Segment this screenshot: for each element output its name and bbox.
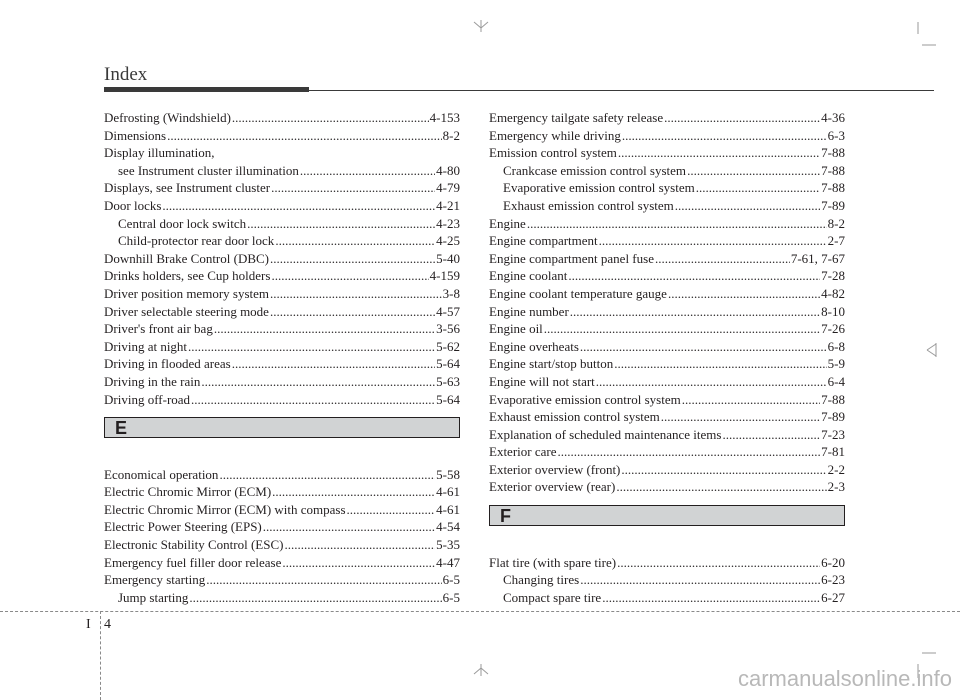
entry-page: 7-88 <box>821 145 845 161</box>
entry-label: Defrosting (Windshield) <box>104 110 231 125</box>
watermark: carmanualsonline.info <box>737 666 952 691</box>
entry-label: Emergency starting <box>104 572 206 588</box>
entry-label: Central door lock switch <box>118 215 247 231</box>
entry-label: Jump starting <box>118 589 189 605</box>
entry-page: 5-64 <box>436 391 460 407</box>
entry-page: 5-40 <box>436 250 460 266</box>
entry-label: Driver selectable steering mode <box>104 303 269 319</box>
entry-label: Driving at night <box>104 338 188 354</box>
footer-section-letter: I <box>86 617 91 632</box>
entry-label: Emergency fuel filler door release <box>104 554 282 570</box>
entry-page: 4-159 <box>429 268 460 284</box>
entry-page: 6-4 <box>827 373 845 389</box>
entry-page: 7-88 <box>821 180 845 196</box>
entry-page: 7-26 <box>821 321 845 337</box>
entry-label: Exhaust emission control system <box>503 197 674 213</box>
entry-page: 4-54 <box>436 519 460 535</box>
entry-label: Engine compartment panel fuse <box>489 250 654 266</box>
entry-page: 7-89 <box>821 197 845 213</box>
entry-label: Display illumination, <box>104 145 215 161</box>
entry-label: Displays, see Instrument cluster <box>104 180 271 196</box>
entry-page: 8-2 <box>442 127 460 143</box>
entry-page: 4-25 <box>436 233 460 249</box>
entry-label: Dimensions <box>104 127 167 143</box>
entry-page: 2-7 <box>827 233 845 249</box>
entry-label: Compact spare tire <box>503 589 602 605</box>
entry-page: 3-8 <box>442 285 460 301</box>
entry-page: 4-82 <box>821 285 845 301</box>
entry-label: Exterior care <box>489 444 557 460</box>
entry-label: Engine overheats <box>489 338 579 354</box>
entry-page: 4-21 <box>436 197 460 213</box>
entry-page: 5-64 <box>436 356 460 372</box>
entry-page: 5-9 <box>827 356 845 372</box>
entry-page: 6-8 <box>827 338 845 354</box>
entry-page: 8-10 <box>821 303 845 319</box>
entry-label: Evaporative emission control system <box>489 391 681 407</box>
page-title: Index <box>104 64 148 85</box>
entry-label: Evaporative emission control system <box>503 180 695 196</box>
entry-label: Door locks <box>104 197 162 213</box>
entry-label: Engine will not start <box>489 373 595 389</box>
crop-mark-top-center <box>474 20 488 32</box>
entry-label: Driving in the rain <box>104 373 201 389</box>
entry-label: Driver position memory system <box>104 285 270 301</box>
entry-page: 5-58 <box>436 466 460 482</box>
entry-page: 4-79 <box>436 180 460 196</box>
entry-page: 7-28 <box>821 268 845 284</box>
entry-label: Engine <box>489 215 526 231</box>
entry-label: Engine oil <box>489 321 543 337</box>
entry-page: 6-23 <box>821 572 845 588</box>
entry-page: 6-27 <box>821 589 845 605</box>
entry-page: 5-62 <box>436 338 460 354</box>
entry-label: Economical operation <box>104 466 219 482</box>
entry-label: Engine number <box>489 303 569 319</box>
entry-page: 5-35 <box>436 537 460 553</box>
entry-page: 2-2 <box>827 461 845 477</box>
entry-label: Exterior overview (front) <box>489 461 621 477</box>
entry-page: 7-89 <box>821 409 845 425</box>
entry-page: 6-3 <box>827 127 845 143</box>
entry-label: Electric Chromic Mirror (ECM) <box>104 484 272 500</box>
entry-page: 7-23 <box>821 426 845 442</box>
entry-label: Driver's front air bag <box>104 321 213 337</box>
entry-page: 3-56 <box>436 321 460 337</box>
entry-label: Electronic Stability Control (ESC) <box>104 537 284 553</box>
entry-page: 4-153 <box>429 110 460 125</box>
entry-label: Engine compartment <box>489 233 598 249</box>
entry-label: Electric Power Steering (EPS) <box>104 519 262 535</box>
entry-label: Exhaust emission control system <box>489 409 660 425</box>
entry-page: 4-61 <box>436 501 460 517</box>
entry-label: Exterior overview (rear) <box>489 479 616 495</box>
entry-page: 4-36 <box>821 110 845 125</box>
entry-label: Downhill Brake Control (DBC) <box>104 250 270 266</box>
crop-mark-top-right <box>918 22 936 45</box>
entry-page: 4-80 <box>436 162 460 178</box>
entry-label: Engine coolant <box>489 268 568 284</box>
section-letter-e: E <box>115 418 128 439</box>
entry-label: Explanation of scheduled maintenance items <box>489 426 722 442</box>
entry-page: 5-63 <box>436 373 460 389</box>
section-letter-f: F <box>500 506 511 527</box>
entry-label: Electric Chromic Mirror (ECM) with compass <box>104 501 346 517</box>
entry-label: Engine coolant temperature gauge <box>489 285 667 301</box>
entry-label: Drinks holders, see Cup holders <box>104 268 271 284</box>
entry-page: 6-20 <box>821 554 845 570</box>
entry-page: 4-23 <box>436 215 460 231</box>
entry-label: Driving off-road <box>104 391 191 407</box>
entry-label: Emergency tailgate safety release <box>489 110 664 125</box>
entry-page: 7-88 <box>821 162 845 178</box>
entry-label: see Instrument cluster illumination <box>118 162 299 178</box>
entry-page: 7-88 <box>821 391 845 407</box>
entry-label: Child-protector rear door lock <box>118 233 275 249</box>
entry-label: Driving in flooded areas <box>104 356 231 372</box>
footer-page-number: 4 <box>104 617 111 632</box>
entry-page: 4-57 <box>436 303 460 319</box>
entry-page: 6-5 <box>442 589 460 605</box>
entry-label: Changing tires <box>503 572 580 588</box>
entry-page: 6-5 <box>442 572 460 588</box>
entry-page: 4-47 <box>436 554 460 570</box>
entry-page: 7-81 <box>821 444 845 460</box>
entry-label: Engine start/stop button <box>489 356 614 372</box>
entry-label: Flat tire (with spare tire) <box>489 554 617 570</box>
entry-page: 4-61 <box>436 484 460 500</box>
entry-page: 7-61, 7-67 <box>790 250 845 266</box>
entry-page: 8-2 <box>827 215 845 231</box>
entry-label: Emergency while driving <box>489 127 621 143</box>
entry-label: Crankcase emission control system <box>503 162 687 178</box>
entry-label: Emission control system <box>489 145 617 161</box>
crop-mark-mid-right <box>927 343 936 357</box>
crop-mark-bottom-center <box>474 664 488 676</box>
entry-page: 2-3 <box>827 479 845 495</box>
